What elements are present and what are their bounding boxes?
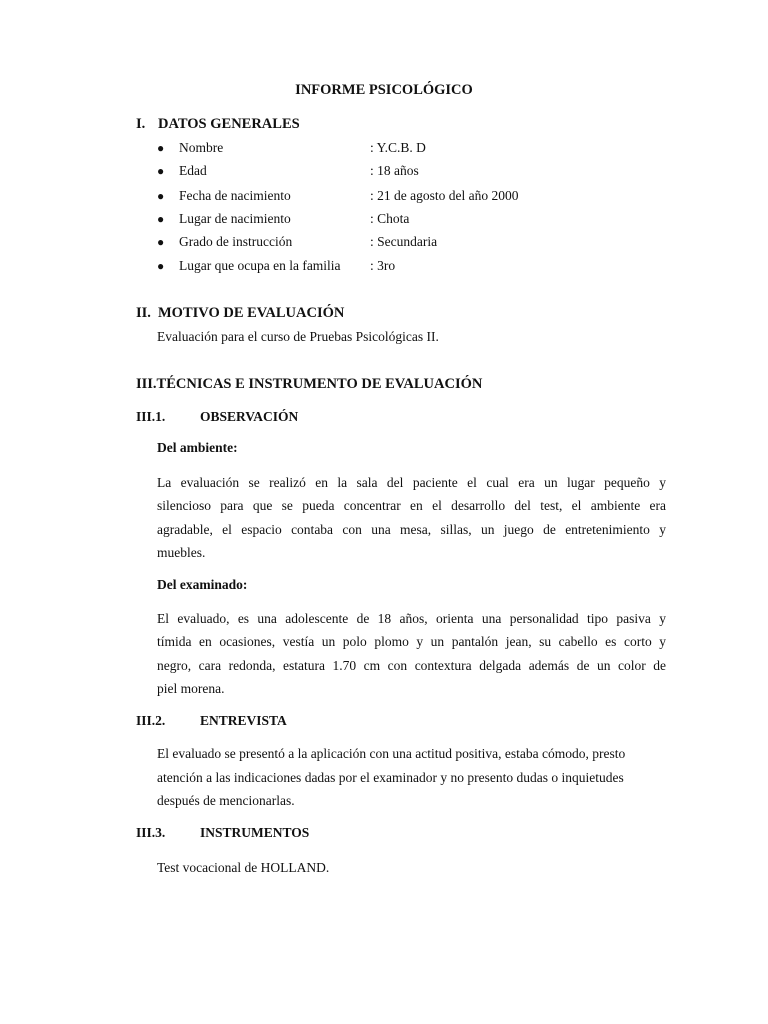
subsection-number: III.1. [136, 409, 166, 424]
bullet-icon: ● [157, 259, 165, 273]
paragraph-line: negro, cara redonda, estatura 1.70 cm con contextura delgada además de un color de [157, 657, 666, 673]
section-title: MOTIVO DE EVALUACIÓN [158, 305, 345, 321]
item-value: : Y.C.B. D [370, 140, 426, 155]
item-label: Edad [179, 163, 207, 178]
document-title: INFORME PSICOLÓGICO [295, 82, 473, 98]
del-examinado-heading: Del examinado: [157, 577, 248, 592]
instrumentos-text: Test vocacional de HOLLAND. [157, 860, 330, 875]
item-value: : 3ro [370, 258, 396, 273]
item-value: : Chota [370, 211, 410, 226]
bullet-icon: ● [157, 212, 165, 226]
item-label: Lugar que ocupa en la familia [179, 258, 341, 273]
item-label: Grado de instrucción [179, 234, 293, 249]
section-datos-generales-heading [136, 116, 300, 133]
subsection-number: III.2. [136, 713, 166, 728]
subsection-number: III.3. [136, 825, 166, 840]
subsection-instrumentos-title: INSTRUMENTOS [200, 825, 310, 840]
subsection-observacion-title: OBSERVACIÓN [200, 409, 299, 424]
item-value: : 18 años [370, 163, 419, 178]
bullet-icon: ● [157, 164, 165, 178]
item-label: Nombre [179, 140, 224, 155]
bullet-icon: ● [157, 141, 165, 155]
section-title: DATOS GENERALES [158, 116, 300, 132]
entrevista-line: El evaluado se presentó a la aplicación con una actitud positiva, estaba cómodo, presto [157, 746, 626, 761]
section-number: I. [136, 116, 146, 132]
section-number: II. [136, 305, 151, 321]
paragraph-line: tímida en ocasiones, vestía un polo plomo y un pantalón jean, su cabello es corto y [157, 634, 666, 650]
bullet-icon: ● [157, 189, 165, 203]
paragraph-line: La evaluación se realizó en la sala del paciente el cual era un lugar pequeño y [157, 475, 666, 490]
examinado-paragraph [157, 607, 666, 700]
paragraph-line: agradable, el espacio contaba con una mesa, sillas, un juego de entretenimiento y [157, 521, 666, 537]
ambiente-paragraph [157, 471, 666, 564]
paragraph-line: silencioso para que se pueda concentrar en el desarrollo del test, el ambiente era [157, 498, 666, 514]
paragraph-line: muebles. [157, 544, 206, 560]
section-motivo-heading [136, 305, 344, 322]
paragraph-line: piel morena. [157, 680, 225, 696]
subsection-entrevista-title: ENTREVISTA [200, 713, 287, 728]
entrevista-line: atención a las indicaciones dadas por el examinador y no presento dudas o inquietudes [157, 770, 624, 785]
bullet-icon: ● [157, 235, 165, 249]
entrevista-line: después de mencionarlas. [157, 793, 295, 808]
paragraph-line: El evaluado, es una adolescente de 18 años, orienta una personalidad tipo pasiva y [157, 611, 666, 626]
section-tecnicas-heading: III.TÉCNICAS E INSTRUMENTO DE EVALUACIÓN [136, 376, 483, 392]
item-label: Lugar de nacimiento [179, 211, 291, 226]
item-value: : Secundaria [370, 234, 438, 249]
item-label: Fecha de nacimiento [179, 188, 291, 203]
motivo-text: Evaluación para el curso de Pruebas Psicológicas II. [157, 329, 439, 344]
del-ambiente-heading: Del ambiente: [157, 440, 238, 455]
item-value: : 21 de agosto del año 2000 [370, 188, 519, 203]
